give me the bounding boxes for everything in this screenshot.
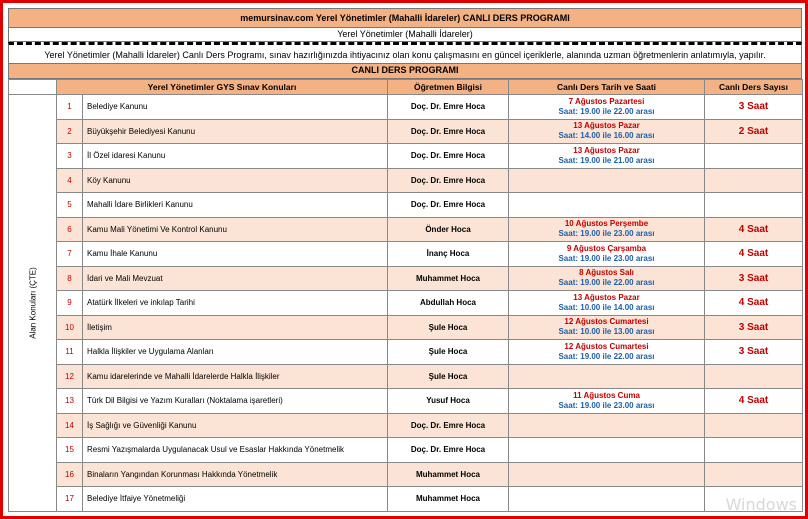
subject-cell: Belediye Kanunu [83,95,388,120]
datetime-cell [509,340,705,365]
subject-cell: Halkla İlişkiler ve Uygulama Alanları [83,340,388,365]
subject-cell: Büyükşehir Belediyesi Kanunu [83,119,388,144]
table-row [9,291,803,316]
teacher-cell: Doç. Dr. Emre Hoca [388,193,509,218]
lesson-time: Saat: 19.00 ile 23.00 arası [558,400,655,410]
subject-cell: Binaların Yangından Korunması Hakkında Yönetmelik [83,462,388,487]
corner-cell [9,80,57,95]
teacher-cell: Doç. Dr. Emre Hoca [388,413,509,438]
datetime-cell [509,315,705,340]
row-number: 3 [57,144,83,169]
lesson-time: Saat: 19.00 ile 21.00 arası [558,155,655,165]
table-row [9,340,803,365]
lesson-date: 9 Ağustos Çarşamba [566,243,647,253]
lesson-hours: 4 Saat [705,389,803,414]
row-number: 15 [57,438,83,463]
row-number: 16 [57,462,83,487]
subject-cell: Kamu idarelerinde ve Mahalli İdarelerde Halkla İlişkiler [83,364,388,389]
schedule-table [8,79,803,512]
lesson-date: 13 Ağustos Pazar [573,145,640,155]
column-header-teacher: Öğretmen Bilgisi [388,80,509,95]
datetime-cell [509,389,705,414]
page-title: memursinav.com Yerel Yönetimler (Mahalli İdareler) CANLI DERS PROGRAMI [8,8,802,28]
datetime-cell [509,168,705,193]
row-number: 1 [57,95,83,120]
subject-cell: Kamu İhale Kanunu [83,242,388,267]
lesson-date: 7 Ağustos Pazartesi [568,96,645,106]
row-number: 7 [57,242,83,267]
table-row [9,242,803,267]
datetime-cell [509,266,705,291]
lesson-hours: 3 Saat [705,95,803,120]
lesson-hours [705,144,803,169]
row-number: 8 [57,266,83,291]
lesson-hours: 3 Saat [705,340,803,365]
teacher-cell: Muhammet Hoca [388,266,509,291]
table-row [9,413,803,438]
lesson-hours [705,413,803,438]
subject-cell: İş Sağlığı ve Güvenliği Kanunu [83,413,388,438]
section-title: CANLI DERS PROGRAMI [8,64,802,79]
lesson-hours [705,462,803,487]
row-number: 11 [57,340,83,365]
datetime-cell [509,291,705,316]
teacher-cell: Doç. Dr. Emre Hoca [388,119,509,144]
teacher-cell: Şule Hoca [388,315,509,340]
lesson-date: 13 Ağustos Pazar [573,121,640,131]
row-number: 5 [57,193,83,218]
lesson-time: Saat: 19.00 ile 22.00 arası [558,106,655,116]
subject-cell: İletişim [83,315,388,340]
table-row [9,95,803,120]
teacher-cell: Şule Hoca [388,340,509,365]
lesson-time: Saat: 19.00 ile 23.00 arası [558,229,655,239]
windows-watermark: Windows [725,495,797,514]
lesson-date: 11 Ağustos Cuma [573,390,640,400]
teacher-cell: İnanç Hoca [388,242,509,267]
lesson-time: Saat: 19.00 ile 22.00 arası [558,351,655,361]
lesson-date: 10 Ağustos Perşembe [564,219,649,229]
teacher-cell: Muhammet Hoca [388,462,509,487]
row-number: 4 [57,168,83,193]
table-row [9,217,803,242]
schedule-sheet [8,8,802,512]
lesson-time: Saat: 14.00 ile 16.00 arası [558,131,655,141]
datetime-cell [509,413,705,438]
lesson-hours: 3 Saat [705,315,803,340]
row-number: 9 [57,291,83,316]
subject-cell: Kamu Mali Yönetimi Ve Kontrol Kanunu [83,217,388,242]
row-number: 14 [57,413,83,438]
side-label: Alan Konuları (ÇTE) [28,266,37,339]
teacher-cell: Doç. Dr. Emre Hoca [388,168,509,193]
table-row [9,364,803,389]
row-number: 13 [57,389,83,414]
page-subtitle: Yerel Yönetimler (Mahalli İdareler) [8,28,802,42]
subject-cell: Mahalli İdare Birlikleri Kanunu [83,193,388,218]
subject-cell: Köy Kanunu [83,168,388,193]
lesson-hours [705,438,803,463]
lesson-time: Saat: 10.00 ile 13.00 arası [558,327,655,337]
datetime-cell [509,462,705,487]
row-number: 12 [57,364,83,389]
program-description: Yerel Yönetimler (Mahalli İdareler) Canlı Ders Programı, sınav hazırlığınızda ihtiyacınız olan konu çalışmasını en güncel içeriklerle, alanında uzman öğretmenlerin anlatımıyla, yapılır. [8,42,802,64]
lesson-hours [705,168,803,193]
table-row [9,193,803,218]
teacher-cell: Muhammet Hoca [388,487,509,512]
lesson-hours [705,364,803,389]
datetime-cell [509,95,705,120]
teacher-cell: Önder Hoca [388,217,509,242]
row-number: 10 [57,315,83,340]
side-label-cell [9,95,57,512]
teacher-cell: Yusuf Hoca [388,389,509,414]
datetime-cell [509,217,705,242]
table-row [9,144,803,169]
subject-cell: Atatürk İlkeleri ve inkılap Tarihi [83,291,388,316]
datetime-cell [509,242,705,267]
teacher-cell: Doç. Dr. Emre Hoca [388,144,509,169]
datetime-cell [509,487,705,512]
subject-cell: Resmi Yazışmalarda Uygulanacak Usul ve Esaslar Hakkında Yönetmelik [83,438,388,463]
table-row [9,487,803,512]
table-row [9,389,803,414]
table-row [9,462,803,487]
datetime-cell [509,364,705,389]
column-header-subject: Yerel Yönetimler GYS Sınav Konuları [57,80,388,95]
datetime-cell [509,193,705,218]
teacher-cell: Doç. Dr. Emre Hoca [388,438,509,463]
row-number: 6 [57,217,83,242]
table-row [9,266,803,291]
subject-cell: İl Özel idaresi Kanunu [83,144,388,169]
lesson-hours: 3 Saat [705,266,803,291]
column-header-datetime: Canlı Ders Tarih ve Saati [509,80,705,95]
lesson-hours: 4 Saat [705,242,803,267]
subject-cell: İdari ve Mali Mevzuat [83,266,388,291]
subject-cell: Belediye İtfaiye Yönetmeliği [83,487,388,512]
lesson-hours [705,193,803,218]
lesson-date: 12 Ağustos Cumartesi [564,341,649,351]
table-row [9,315,803,340]
row-number: 2 [57,119,83,144]
teacher-cell: Abdullah Hoca [388,291,509,316]
lesson-hours: 2 Saat [705,119,803,144]
datetime-cell [509,438,705,463]
lesson-date: 8 Ağustos Salı [579,268,634,278]
lesson-time: Saat: 19.00 ile 23.00 arası [558,253,655,263]
lesson-hours: 4 Saat [705,291,803,316]
row-number: 17 [57,487,83,512]
table-row [9,168,803,193]
lesson-hours: 4 Saat [705,217,803,242]
lesson-time: Saat: 19.00 ile 22.00 arası [558,278,655,288]
table-row [9,119,803,144]
datetime-cell [509,119,705,144]
table-row [9,438,803,463]
teacher-cell: Şule Hoca [388,364,509,389]
lesson-date: 13 Ağustos Pazar [573,292,640,302]
subject-cell: Türk Dil Bilgisi ve Yazım Kuralları (Noktalama işaretleri) [83,389,388,414]
teacher-cell: Doç. Dr. Emre Hoca [388,95,509,120]
datetime-cell [509,144,705,169]
lesson-time: Saat: 10.00 ile 14.00 arası [558,302,655,312]
column-header-count: Canlı Ders Sayısı [705,80,803,95]
lesson-date: 12 Ağustos Cumartesi [564,317,649,327]
